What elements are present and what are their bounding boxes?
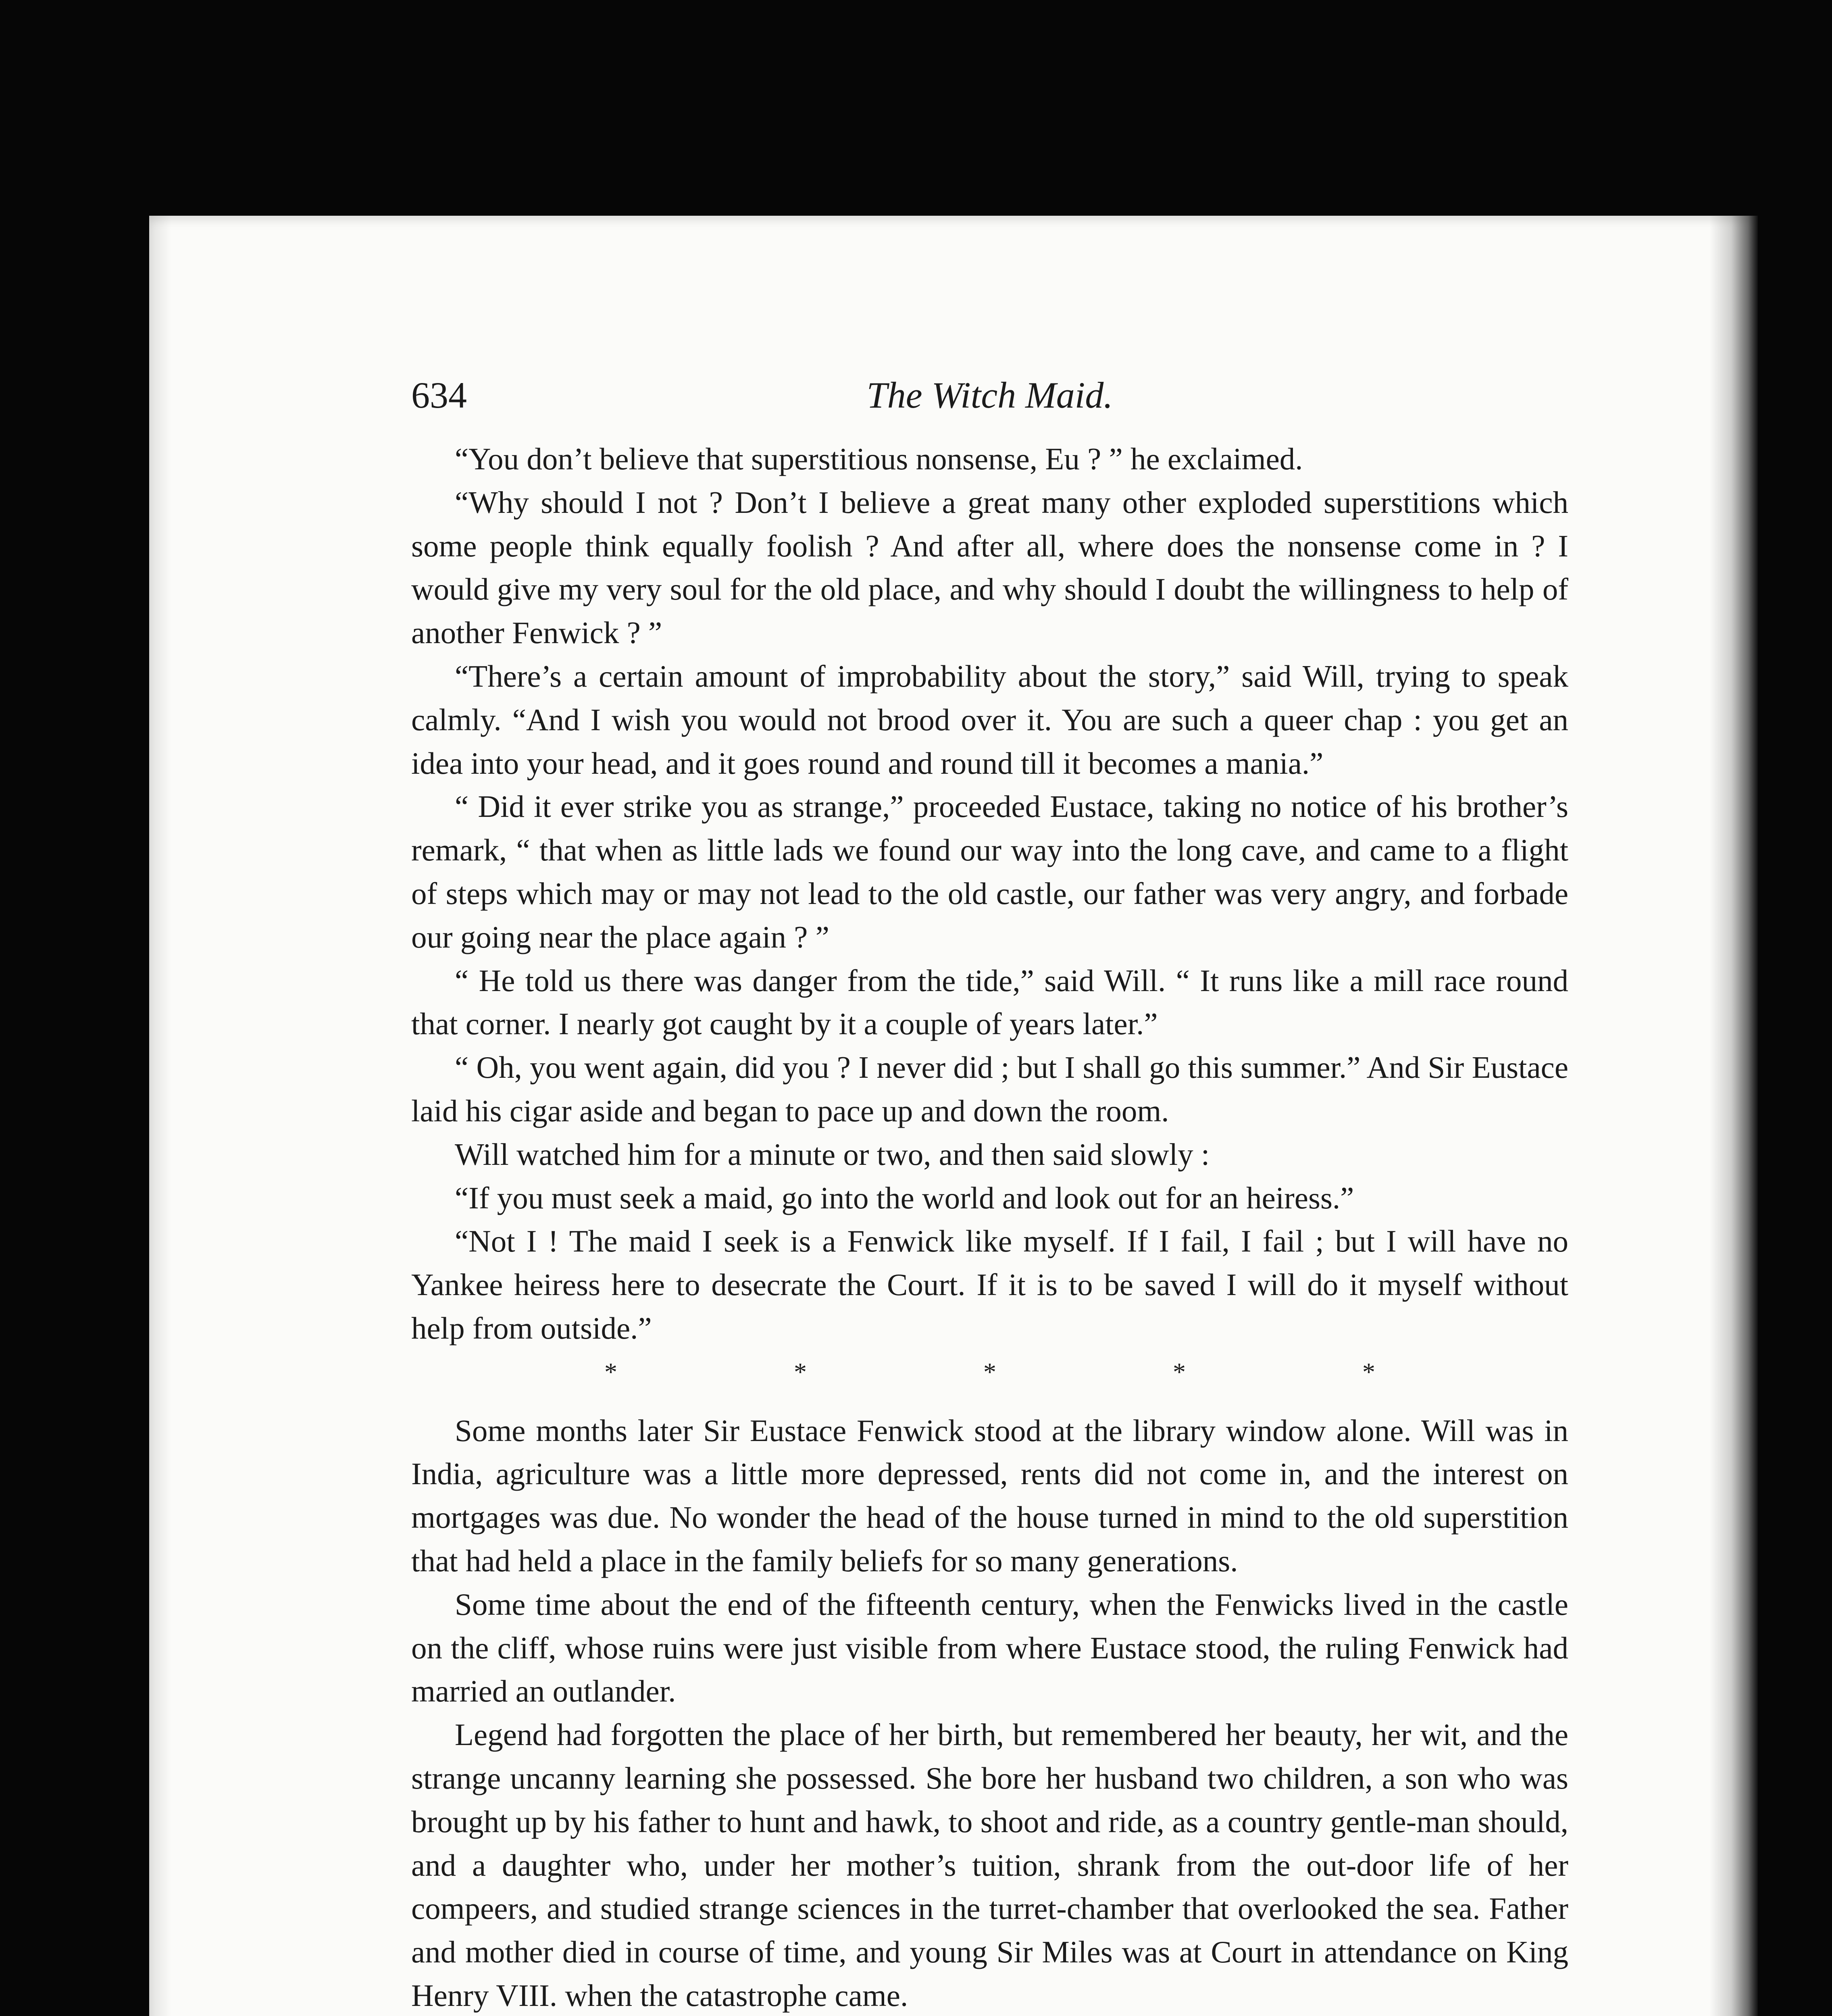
paragraph: “You don’t believe that superstitious nonsense, Eu ? ” he exclaimed. <box>455 442 1303 476</box>
page-edge-shadow <box>149 216 171 2016</box>
paragraph: Some months later Sir Eustace Fenwick stood at the library window alone. Will was in India, agriculture was a little more depressed, rents did not come in, and the interest on mortgages was due. No wonder the head of the house turned in mind to the old superstition that had held a place in the family beliefs for so many generations. <box>411 1413 1568 1578</box>
paragraph: “There’s a certain amount of improbability about the story,” said Will, trying to speak calmly. “And I wish you would not brood over it. You are such a queer chap : you get an idea into your head, and it goes round and round till it becomes a mania.” <box>411 658 1568 781</box>
paragraph: “ He told us there was danger from the tide,” said Will. “ It runs like a mill race round that corner. I nearly got caught by it a couple of years later.” <box>411 963 1568 1041</box>
section-break-star: * <box>1173 1357 1186 1386</box>
book-page <box>149 216 1758 2016</box>
page-number: 634 <box>411 375 467 416</box>
section-break <box>411 1350 1568 1394</box>
section-break-star: * <box>1362 1357 1375 1386</box>
paragraph: “Not I ! The maid I seek is a Fenwick like myself. If I fail, I fail ; but I will have no Yankee heiress here to desecrate the Court. If it is to be saved I will do it myself without help from outside.” <box>411 1224 1568 1345</box>
section-break-star: * <box>983 1357 996 1386</box>
page-header <box>411 373 1568 425</box>
paragraph: Some time about the end of the fifteenth century, when the Fenwicks lived in the castle on the cliff, whose ruins were just visible from where Eustace stood, the ruling Fenwick had married an outlander. <box>411 1587 1568 1709</box>
paragraph: “Why should I not ? Don’t I believe a great many other exploded superstitions which some people think equally foolish ? And after all, where does the nonsense come in ? I would give my very soul for the old place, and why should I doubt the willingness to help of another Fenwick ? ” <box>411 485 1568 650</box>
paragraph: “ Did it ever strike you as strange,” proceeded Eustace, taking no notice of his brother’s remark, “ that when as little lads we found our way into the long cave, and came to a flight of steps which may or may not lead to the old castle, our father was very angry, and forbade our going near the place again ? ” <box>411 789 1568 954</box>
running-title: The Witch Maid. <box>866 375 1113 416</box>
section-break-star: * <box>794 1357 807 1386</box>
paragraph: Legend had forgotten the place of her birth, but remembered her beauty, her wit, and the strange uncanny learning she possessed. She bore her husband two children, a son who was brought up by his father to hunt and hawk, to shoot and ride, as a country gentle-man should, and a daughter who, under her mother’s tuition, shrank from the out-door life of her compeers, and studied strange sciences in the turret-chamber that overlooked the sea. Father and mother died in course of time, and young Sir Miles was at Court in attendance on King Henry VIII. when the catastrophe came. <box>411 1717 1568 2013</box>
spine-shadow <box>1709 216 1758 2016</box>
paragraph: “If you must seek a maid, go into the world and look out for an heiress.” <box>455 1180 1354 1215</box>
paragraph: “ Oh, you went again, did you ? I never did ; but I shall go this summer.” And Sir Eustace laid his cigar aside and began to pace up and down the room. <box>411 1050 1568 1128</box>
paragraph: Will watched him for a minute or two, and then said slowly : <box>455 1137 1210 1172</box>
section-break-star: * <box>604 1357 617 1386</box>
body-text <box>411 437 1568 2016</box>
